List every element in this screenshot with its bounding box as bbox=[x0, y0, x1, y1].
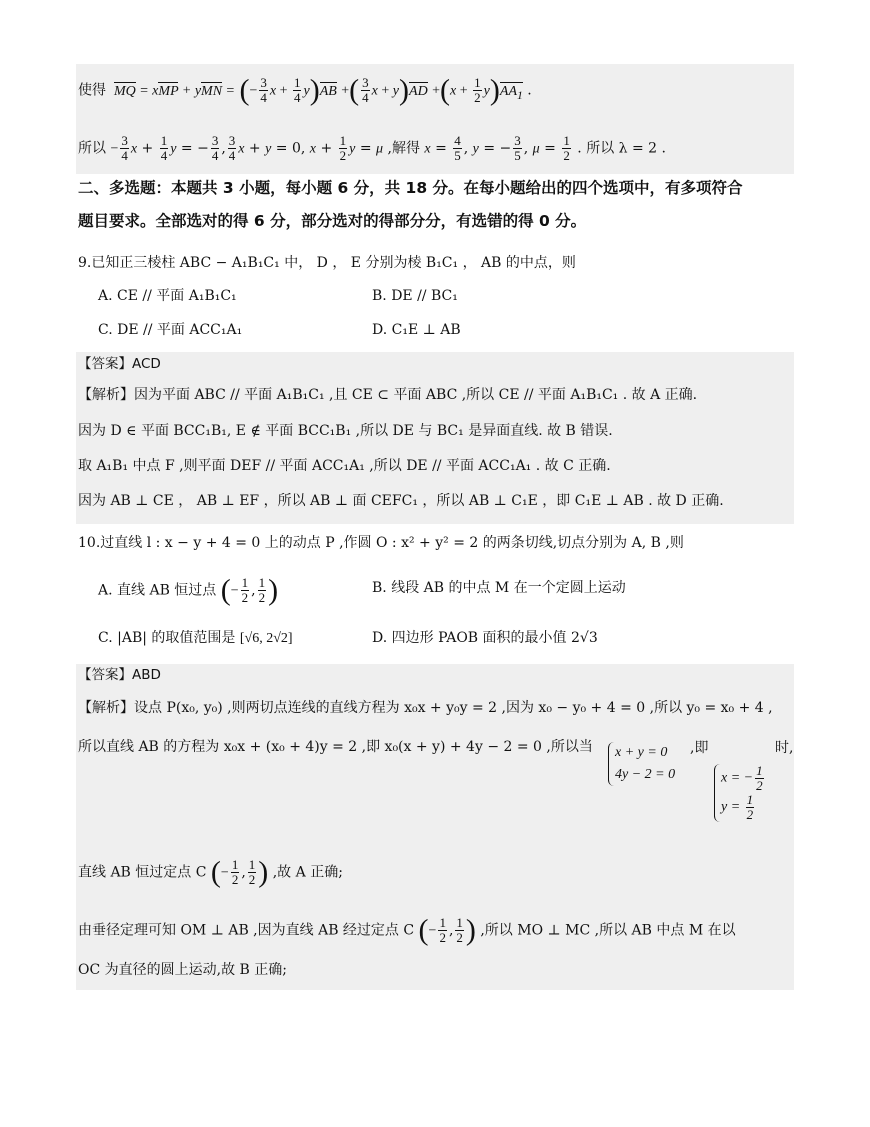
q10-explanation-1: 【解析】设点 P(x₀, y₀) ,则两切点连线的直线方程为 x₀x + y₀y = 2 ,因为 x₀ − y₀ + 4 = 0 ,所以 y₀ = x₀ + 4 , bbox=[78, 700, 773, 716]
q9-option-b: B. DE // BC₁ bbox=[372, 288, 458, 304]
line-prefix: 使得 bbox=[78, 82, 106, 99]
q10-system-connector: ,即 bbox=[690, 740, 709, 756]
q10-explanation-3-text: 直线 AB 恒过定点 C bbox=[78, 864, 207, 881]
q10-system-end: 时, bbox=[775, 740, 794, 756]
solution-line-vector: 使得 MQ = xMP + yMN = (− $\frac{3}{4}$ x + $\frac{1}{4}$ y)AB +( $\frac{3}{4}$ x + y)AD +(x + $\frac{1}{2}$ $y)AA_1$ . bbox=[78, 73, 532, 107]
q10-option-a: A. 直线 AB 恒过点 (− $\frac{1}{2}$ , $\frac{1}{2}$ ) bbox=[98, 573, 279, 607]
q9-explanation-4: 因为 AB ⊥ CE ， AB ⊥ EF ，所以 AB ⊥ 面 CEFC₁ ，所以 AB ⊥ C₁E ，即 C₁E ⊥ AB . 故 D 正确. bbox=[78, 493, 724, 509]
result-end: . 所以 λ = 2 . bbox=[577, 140, 666, 157]
section-heading-line2: 题目要求。全部选对的得 6 分，部分选对的得部分分，有选错的得 0 分。 bbox=[78, 212, 587, 230]
q10-option-c-range: [√6, 2√2] bbox=[239, 631, 293, 646]
q10-explanation-5: OC 为直径的圆上运动,故 B 正确; bbox=[78, 962, 287, 978]
q9-option-d: D. C₁E ⊥ AB bbox=[372, 322, 461, 338]
q10-answer: 【答案】ABD bbox=[78, 667, 161, 683]
q9-explanation-1: 【解析】因为平面 ABC // 平面 A₁B₁C₁ ,且 CE ⊂ 平面 ABC ,所以 CE // 平面 A₁B₁C₁ . 故 A 正确. bbox=[78, 387, 698, 403]
system-eq-1: x + y = 0 bbox=[615, 745, 668, 760]
system-eq-2: 4y − 2 = 0 bbox=[615, 767, 676, 782]
q9-explanation-2: 因为 D ∈ 平面 BCC₁B₁, E ∉ 平面 BCC₁B₁ ,所以 DE 与 BC₁ 是异面直线. 故 B 错误. bbox=[78, 423, 613, 439]
q10-explanation-4-end: ,所以 MO ⊥ MC ,所以 AB 中点 M 在以 bbox=[480, 922, 736, 939]
q10-option-c bbox=[98, 628, 293, 649]
solve-word: ,解得 bbox=[387, 140, 420, 157]
line-prefix: 所以 bbox=[78, 140, 106, 157]
q10-option-c-text: C. |AB| 的取值范围是 bbox=[98, 630, 236, 646]
vector-equation: MQ = xMP + yMN = bbox=[113, 83, 235, 99]
q10-equation-system-2: x = − $\frac{1}{2}$ y = $\frac{1}{2}$ bbox=[714, 764, 766, 822]
solution-line-result: 所以 − $\frac{3}{4}$ x + $\frac{1}{4}$ y = − $\frac{3}{4}$ , $\frac{3}{4}$ x + y = 0, x + $\frac{1}{2}$ y = μ ,解得 x = $\frac{4}{5}$ , y = − $\frac{3}{5}$ , μ = $\frac{1}{2}$ . 所以 λ = 2 . bbox=[78, 133, 666, 163]
section-heading-line1: 二、多选题：本题共 3 小题，每小题 6 分，共 18 分。在每小题给出的四个选项中，有多项符合 bbox=[78, 179, 743, 197]
q10-explanation-4: 由垂径定理可知 OM ⊥ AB ,因为直线 AB 经过定点 C (− $\frac{1}{2}$ , $\frac{1}{2}$ ) ,所以 MO ⊥ MC ,所以 AB 中点 M 在以 bbox=[78, 913, 736, 947]
q10-explanation-4-text: 由垂径定理可知 OM ⊥ AB ,因为直线 AB 经过定点 C bbox=[78, 922, 415, 939]
q9-answer: 【答案】ACD bbox=[78, 356, 161, 372]
q10-option-b: B. 线段 AB 的中点 M 在一个定圆上运动 bbox=[372, 580, 626, 596]
q10-explanation-2: 所以直线 AB 的方程为 x₀x + (x₀ + 4)y = 2 ,即 x₀(x + y) + 4y − 2 = 0 ,所以当 bbox=[78, 739, 593, 755]
q10-equation-system-1 bbox=[608, 742, 675, 786]
q10-option-d: D. 四边形 PAOB 面积的最小值 2√3 bbox=[372, 630, 598, 646]
q9-option-a: A. CE // 平面 A₁B₁C₁ bbox=[98, 288, 237, 304]
q10-option-a-text: A. 直线 AB 恒过点 bbox=[98, 582, 217, 599]
question-9-stem: 9.已知正三棱柱 ABC − A₁B₁C₁ 中， D ， E 分别为棱 B₁C₁ ， AB 的中点，则 bbox=[78, 255, 576, 271]
q9-option-c: C. DE // 平面 ACC₁A₁ bbox=[98, 322, 243, 338]
q10-explanation-3-end: ,故 A 正确; bbox=[272, 864, 343, 881]
question-10-stem: 10.过直线 l : x − y + 4 = 0 上的动点 P ,作圆 O : x² + y² = 2 的两条切线,切点分别为 A, B ,则 bbox=[78, 535, 684, 551]
q10-explanation-3: 直线 AB 恒过定点 C (− $\frac{1}{2}$ , $\frac{1}{2}$ ) ,故 A 正确; bbox=[78, 855, 343, 889]
q9-explanation-3: 取 A₁B₁ 中点 F ,则平面 DEF // 平面 ACC₁A₁ ,所以 DE // 平面 ACC₁A₁ . 故 C 正确. bbox=[78, 458, 611, 474]
